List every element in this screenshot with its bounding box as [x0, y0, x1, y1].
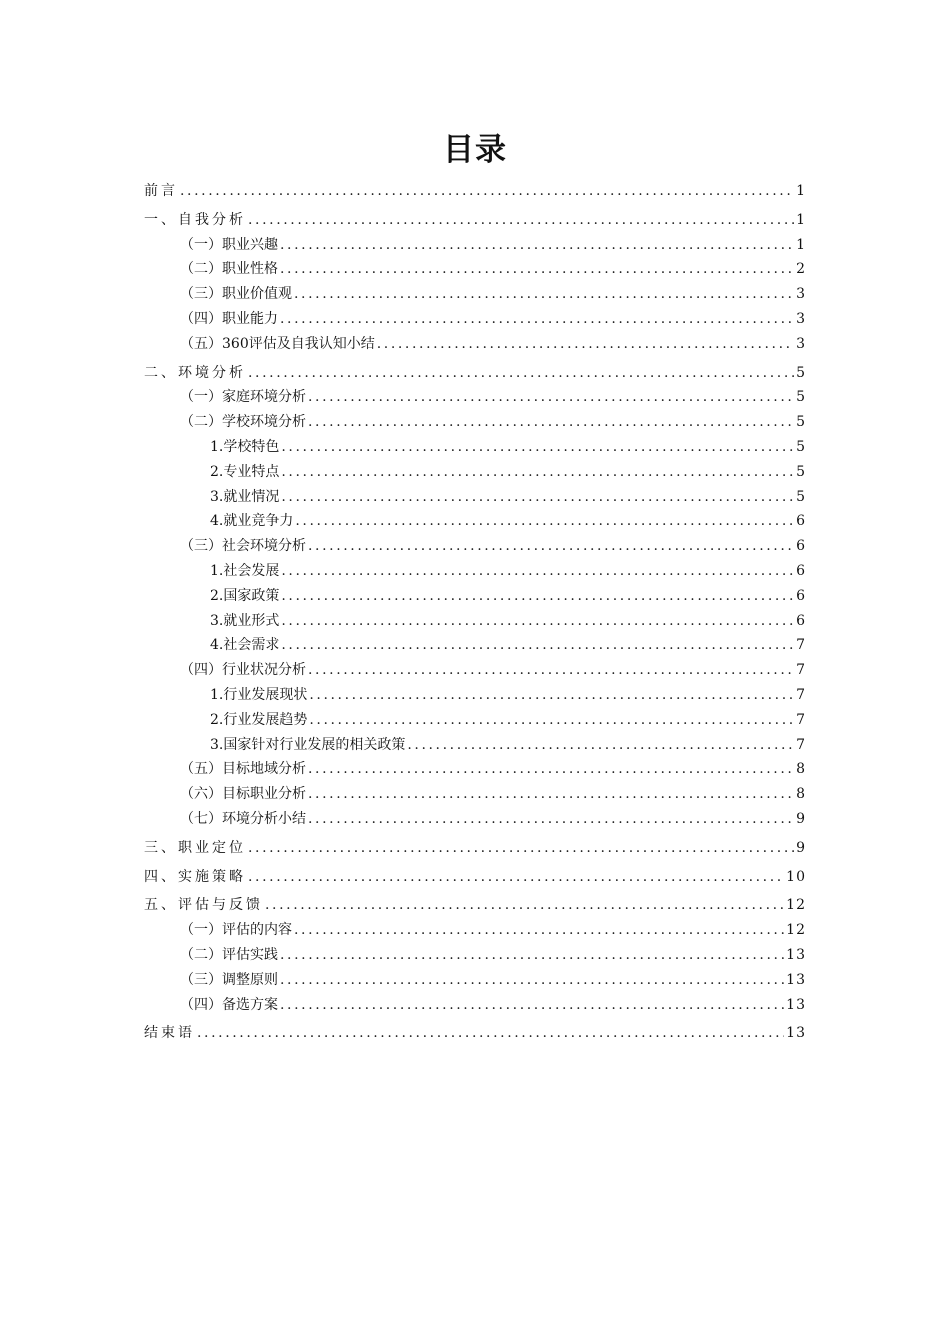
toc-entry-label: （三）调整原则	[180, 971, 278, 988]
toc-entry-label: （七）环境分析小结	[180, 810, 306, 827]
toc-entry-label: （一）职业兴趣	[180, 236, 278, 253]
toc-dot-leader	[280, 993, 784, 1018]
toc-entry-label: 2.行业发展趋势	[210, 711, 308, 728]
toc-dot-leader	[295, 509, 794, 534]
toc-entry-label: （三）职业价值观	[180, 286, 292, 303]
toc-entry[interactable]	[144, 307, 806, 332]
toc-entry[interactable]	[144, 233, 806, 258]
toc-entry[interactable]	[144, 460, 806, 485]
toc-entry[interactable]	[144, 683, 806, 708]
table-of-contents	[144, 179, 806, 1046]
toc-entry-page-number: 5	[796, 488, 806, 505]
toc-entry-label: 前言	[144, 183, 178, 199]
toc-entry-label: 1.社会发展	[210, 562, 280, 579]
toc-dot-leader	[180, 179, 794, 204]
toc-dot-leader	[280, 968, 784, 993]
toc-entry-label: 二、环境分析	[144, 364, 246, 381]
toc-dot-leader	[280, 943, 784, 968]
toc-entry[interactable]	[144, 893, 806, 918]
toc-dot-leader	[308, 782, 794, 807]
toc-entry-label: （四）备选方案	[180, 996, 278, 1013]
toc-entry-page-number: 5	[796, 463, 806, 480]
toc-entry[interactable]	[144, 865, 806, 890]
toc-entry-page-number: 6	[796, 562, 806, 579]
toc-entry[interactable]	[144, 708, 806, 733]
toc-entry-label: 4.就业竞争力	[210, 513, 294, 530]
toc-entry-page-number: 8	[796, 786, 806, 803]
toc-dot-leader	[281, 460, 794, 485]
toc-entry[interactable]	[144, 1021, 806, 1046]
toc-entry[interactable]	[144, 757, 806, 782]
toc-entry-label: （二）职业性格	[180, 261, 278, 278]
toc-entry[interactable]	[144, 609, 806, 634]
toc-entry-page-number: 6	[796, 513, 806, 530]
toc-entry-page-number: 5	[796, 414, 806, 431]
toc-dot-leader	[308, 807, 794, 832]
toc-entry-page-number: 9	[796, 810, 806, 827]
toc-dot-leader	[248, 208, 794, 233]
toc-entry[interactable]	[144, 559, 806, 584]
toc-entry[interactable]	[144, 733, 806, 758]
toc-entry-label: 三、职业定位	[144, 839, 246, 856]
toc-entry[interactable]	[144, 332, 806, 357]
toc-entry-label: （五）360评估及自我认知小结	[180, 335, 375, 352]
toc-entry[interactable]	[144, 993, 806, 1018]
toc-entry[interactable]	[144, 385, 806, 410]
toc-entry-page-number: 7	[796, 686, 806, 703]
toc-dot-leader	[248, 361, 794, 386]
toc-entry-label: （二）评估实践	[180, 946, 278, 963]
toc-entry-label: 3.就业形式	[210, 612, 280, 629]
toc-entry-label: 1.学校特色	[210, 438, 280, 455]
toc-entry[interactable]	[144, 633, 806, 658]
toc-entry-label: 3.国家针对行业发展的相关政策	[210, 736, 406, 753]
toc-entry-label: 4.社会需求	[210, 637, 280, 654]
toc-dot-leader	[294, 282, 794, 307]
toc-entry-page-number: 3	[796, 286, 806, 303]
toc-entry[interactable]	[144, 361, 806, 386]
toc-entry-page-number: 1	[796, 211, 806, 228]
toc-dot-leader	[281, 559, 794, 584]
toc-entry-label: （一）评估的内容	[180, 922, 292, 939]
toc-entry-label: 2.国家政策	[210, 587, 280, 604]
toc-dot-leader	[281, 435, 794, 460]
toc-entry-label: （六）目标职业分析	[180, 786, 306, 803]
toc-entry-label: （四）职业能力	[180, 310, 278, 327]
toc-entry-page-number: 3	[796, 310, 806, 327]
toc-entry-page-number: 2	[796, 261, 806, 278]
toc-entry-page-number: 7	[796, 711, 806, 728]
toc-entry-page-number: 12	[786, 922, 806, 939]
toc-entry-page-number: 1	[796, 236, 806, 253]
toc-entry[interactable]	[144, 534, 806, 559]
toc-entry-label: 2.专业特点	[210, 463, 280, 480]
toc-dot-leader	[197, 1021, 784, 1046]
toc-entry[interactable]	[144, 208, 806, 233]
toc-entry[interactable]	[144, 179, 806, 204]
toc-entry[interactable]	[144, 435, 806, 460]
toc-entry[interactable]	[144, 918, 806, 943]
toc-dot-leader	[308, 410, 794, 435]
toc-entry[interactable]	[144, 257, 806, 282]
toc-entry-label: （一）家庭环境分析	[180, 389, 306, 406]
toc-dot-leader	[280, 307, 794, 332]
toc-entry-page-number: 13	[786, 946, 806, 963]
toc-dot-leader	[265, 893, 784, 918]
toc-entry[interactable]	[144, 485, 806, 510]
toc-entry-label: 一、自我分析	[144, 211, 246, 228]
toc-entry-page-number: 13	[786, 1025, 806, 1042]
toc-entry-label: 3.就业情况	[210, 488, 280, 505]
toc-dot-leader	[308, 534, 794, 559]
toc-dot-leader	[308, 385, 794, 410]
toc-entry-page-number: 5	[796, 438, 806, 455]
toc-entry-label: （二）学校环境分析	[180, 414, 306, 431]
toc-entry[interactable]	[144, 410, 806, 435]
toc-dot-leader	[309, 683, 794, 708]
toc-entry[interactable]	[144, 658, 806, 683]
toc-entry-page-number: 7	[796, 736, 806, 753]
toc-dot-leader	[281, 584, 794, 609]
toc-entry-page-number: 1	[796, 183, 806, 199]
toc-dot-leader	[248, 836, 794, 861]
toc-dot-leader	[281, 609, 794, 634]
toc-entry-page-number: 3	[796, 335, 806, 352]
toc-entry[interactable]	[144, 807, 806, 832]
toc-dot-leader	[280, 257, 794, 282]
toc-dot-leader	[280, 233, 794, 258]
toc-entry[interactable]	[144, 584, 806, 609]
toc-entry-label: 五、评估与反馈	[144, 897, 263, 914]
toc-entry-page-number: 13	[786, 971, 806, 988]
toc-entry-page-number: 7	[796, 662, 806, 679]
toc-dot-leader	[294, 918, 784, 943]
toc-dot-leader	[309, 708, 794, 733]
toc-dot-leader	[377, 332, 794, 357]
toc-entry-label: （三）社会环境分析	[180, 538, 306, 555]
toc-entry-page-number: 10	[786, 868, 806, 885]
toc-entry-label: （四）行业状况分析	[180, 662, 306, 679]
toc-entry-page-number: 8	[796, 761, 806, 778]
toc-entry-page-number: 5	[796, 364, 806, 381]
toc-entry-label: 结束语	[144, 1025, 195, 1042]
toc-entry-page-number: 6	[796, 612, 806, 629]
toc-title: 目录	[443, 132, 507, 168]
toc-entry[interactable]	[144, 836, 806, 861]
toc-entry-label: 四、实施策略	[144, 868, 246, 885]
toc-dot-leader	[308, 658, 794, 683]
toc-dot-leader	[407, 733, 794, 758]
toc-dot-leader	[248, 865, 784, 890]
toc-entry-page-number: 5	[796, 389, 806, 406]
toc-entry-page-number: 6	[796, 587, 806, 604]
toc-entry-page-number: 9	[796, 839, 806, 856]
toc-entry[interactable]	[144, 782, 806, 807]
toc-entry[interactable]	[144, 509, 806, 534]
toc-entry[interactable]	[144, 282, 806, 307]
toc-dot-leader	[281, 485, 794, 510]
toc-dot-leader	[308, 757, 794, 782]
toc-entry[interactable]	[144, 943, 806, 968]
toc-entry-page-number: 13	[786, 996, 806, 1013]
toc-entry[interactable]	[144, 968, 806, 993]
toc-entry-label: （五）目标地域分析	[180, 761, 306, 778]
toc-entry-label: 1.行业发展现状	[210, 686, 308, 703]
toc-entry-page-number: 6	[796, 538, 806, 555]
toc-dot-leader	[281, 633, 794, 658]
toc-entry-page-number: 12	[786, 897, 806, 914]
toc-entry-page-number: 7	[796, 637, 806, 654]
